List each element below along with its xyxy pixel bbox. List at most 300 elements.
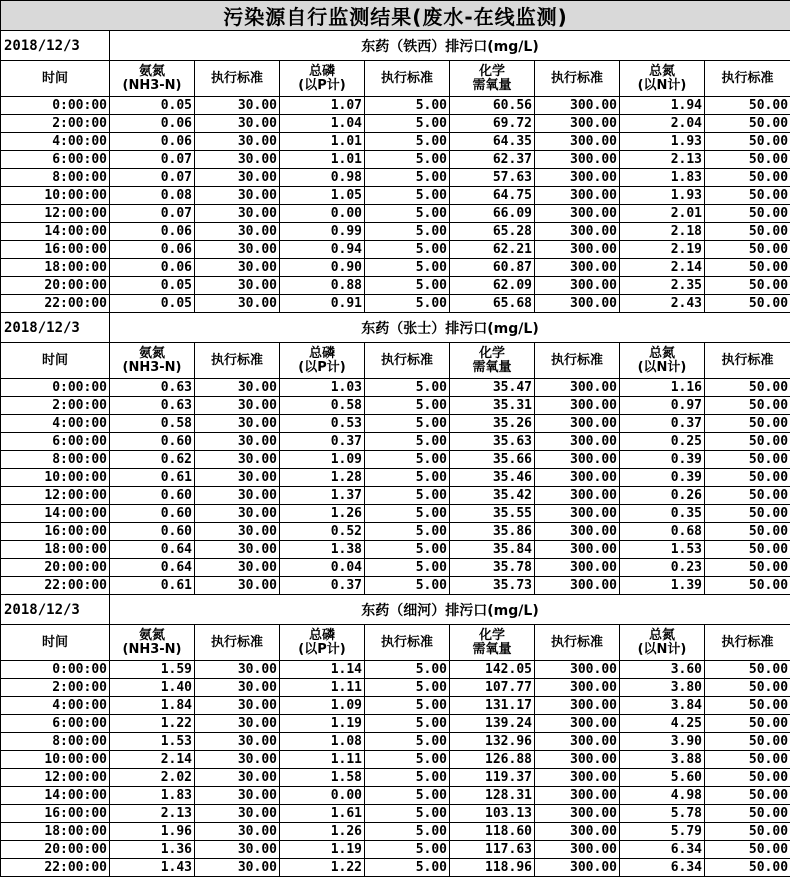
column-header-line1: 执行标准 bbox=[550, 352, 603, 368]
value-cell: 1.16 bbox=[620, 379, 705, 397]
value-cell: 5.79 bbox=[620, 823, 705, 841]
value-cell: 1.07 bbox=[280, 97, 365, 115]
value-cell: 5.00 bbox=[365, 151, 450, 169]
value-cell: 5.00 bbox=[365, 115, 450, 133]
value-cell: 5.00 bbox=[365, 295, 450, 313]
section-date: 2018/12/3 bbox=[1, 31, 110, 61]
value-cell: 5.00 bbox=[365, 487, 450, 505]
value-cell: 118.96 bbox=[450, 859, 535, 877]
value-cell: 50.00 bbox=[705, 151, 790, 169]
column-header-line1: 氨氮 bbox=[138, 345, 165, 361]
value-cell: 300.00 bbox=[535, 523, 620, 541]
table-row bbox=[1, 433, 790, 451]
value-cell: 0.60 bbox=[110, 487, 195, 505]
table-row bbox=[1, 259, 790, 277]
value-cell: 2.43 bbox=[620, 295, 705, 313]
value-cell: 3.80 bbox=[620, 679, 705, 697]
value-cell: 35.73 bbox=[450, 577, 535, 595]
time-cell: 20:00:00 bbox=[1, 277, 110, 295]
table-row bbox=[1, 661, 790, 679]
column-header bbox=[110, 61, 195, 97]
time-cell: 10:00:00 bbox=[1, 187, 110, 205]
value-cell: 0.91 bbox=[280, 295, 365, 313]
time-cell: 18:00:00 bbox=[1, 259, 110, 277]
section-date: 2018/12/3 bbox=[1, 595, 110, 625]
value-cell: 0.07 bbox=[110, 205, 195, 223]
value-cell: 0.60 bbox=[110, 523, 195, 541]
table-row bbox=[1, 679, 790, 697]
value-cell: 0.05 bbox=[110, 277, 195, 295]
table-row bbox=[1, 577, 790, 595]
value-cell: 30.00 bbox=[195, 541, 280, 559]
column-header-line1: 执行标准 bbox=[380, 352, 433, 368]
value-cell: 300.00 bbox=[535, 187, 620, 205]
value-cell: 0.37 bbox=[620, 415, 705, 433]
column-header-line2: 需氧量 bbox=[472, 641, 512, 657]
column-header-line1: 执行标准 bbox=[721, 634, 774, 650]
value-cell: 1.22 bbox=[280, 859, 365, 877]
time-cell: 10:00:00 bbox=[1, 751, 110, 769]
value-cell: 1.53 bbox=[110, 733, 195, 751]
value-cell: 60.87 bbox=[450, 259, 535, 277]
value-cell: 30.00 bbox=[195, 295, 280, 313]
value-cell: 50.00 bbox=[705, 787, 790, 805]
table-row bbox=[1, 505, 790, 523]
value-cell: 4.98 bbox=[620, 787, 705, 805]
value-cell: 30.00 bbox=[195, 805, 280, 823]
section-header-row bbox=[1, 595, 790, 625]
value-cell: 50.00 bbox=[705, 433, 790, 451]
column-header-line1: 时间 bbox=[41, 352, 68, 368]
value-cell: 5.00 bbox=[365, 787, 450, 805]
value-cell: 1.53 bbox=[620, 541, 705, 559]
value-cell: 0.07 bbox=[110, 151, 195, 169]
value-cell: 300.00 bbox=[535, 715, 620, 733]
value-cell: 35.86 bbox=[450, 523, 535, 541]
value-cell: 1.39 bbox=[620, 577, 705, 595]
time-cell: 22:00:00 bbox=[1, 295, 110, 313]
value-cell: 50.00 bbox=[705, 715, 790, 733]
value-cell: 35.63 bbox=[450, 433, 535, 451]
value-cell: 30.00 bbox=[195, 733, 280, 751]
value-cell: 300.00 bbox=[535, 259, 620, 277]
column-header bbox=[195, 61, 280, 97]
table-row bbox=[1, 379, 790, 397]
column-header bbox=[620, 61, 705, 97]
value-cell: 1.37 bbox=[280, 487, 365, 505]
column-header-line1: 总磷 bbox=[308, 63, 335, 79]
value-cell: 5.00 bbox=[365, 277, 450, 295]
value-cell: 5.60 bbox=[620, 769, 705, 787]
value-cell: 300.00 bbox=[535, 697, 620, 715]
table-row bbox=[1, 451, 790, 469]
value-cell: 1.14 bbox=[280, 661, 365, 679]
value-cell: 35.84 bbox=[450, 541, 535, 559]
column-header-line1: 氨氮 bbox=[138, 627, 165, 643]
table-row bbox=[1, 859, 790, 877]
time-cell: 10:00:00 bbox=[1, 469, 110, 487]
value-cell: 30.00 bbox=[195, 115, 280, 133]
time-cell: 22:00:00 bbox=[1, 859, 110, 877]
time-cell: 18:00:00 bbox=[1, 541, 110, 559]
time-cell: 16:00:00 bbox=[1, 241, 110, 259]
time-cell: 16:00:00 bbox=[1, 523, 110, 541]
value-cell: 3.90 bbox=[620, 733, 705, 751]
value-cell: 300.00 bbox=[535, 841, 620, 859]
value-cell: 1.59 bbox=[110, 661, 195, 679]
value-cell: 1.26 bbox=[280, 505, 365, 523]
value-cell: 300.00 bbox=[535, 787, 620, 805]
value-cell: 50.00 bbox=[705, 859, 790, 877]
column-header bbox=[365, 625, 450, 661]
column-header-line2: (NH3-N) bbox=[122, 77, 182, 93]
value-cell: 62.37 bbox=[450, 151, 535, 169]
value-cell: 2.02 bbox=[110, 769, 195, 787]
value-cell: 30.00 bbox=[195, 859, 280, 877]
value-cell: 1.96 bbox=[110, 823, 195, 841]
time-cell: 0:00:00 bbox=[1, 661, 110, 679]
column-header bbox=[365, 343, 450, 379]
column-header-line1: 执行标准 bbox=[210, 70, 263, 86]
value-cell: 30.00 bbox=[195, 433, 280, 451]
value-cell: 5.00 bbox=[365, 451, 450, 469]
value-cell: 300.00 bbox=[535, 223, 620, 241]
value-cell: 35.46 bbox=[450, 469, 535, 487]
value-cell: 50.00 bbox=[705, 541, 790, 559]
column-header-line2: (以N计) bbox=[637, 641, 687, 657]
value-cell: 300.00 bbox=[535, 115, 620, 133]
time-cell: 2:00:00 bbox=[1, 397, 110, 415]
value-cell: 1.93 bbox=[620, 187, 705, 205]
table-row bbox=[1, 805, 790, 823]
value-cell: 35.55 bbox=[450, 505, 535, 523]
column-header bbox=[1, 343, 110, 379]
value-cell: 30.00 bbox=[195, 259, 280, 277]
value-cell: 6.34 bbox=[620, 841, 705, 859]
value-cell: 300.00 bbox=[535, 769, 620, 787]
section-header-row bbox=[1, 313, 790, 343]
value-cell: 2.01 bbox=[620, 205, 705, 223]
column-header-line1: 总磷 bbox=[308, 627, 335, 643]
value-cell: 300.00 bbox=[535, 433, 620, 451]
time-cell: 0:00:00 bbox=[1, 97, 110, 115]
table-row bbox=[1, 469, 790, 487]
value-cell: 50.00 bbox=[705, 823, 790, 841]
column-header-line1: 化学 bbox=[478, 63, 505, 79]
column-header bbox=[1, 625, 110, 661]
value-cell: 50.00 bbox=[705, 415, 790, 433]
value-cell: 300.00 bbox=[535, 541, 620, 559]
value-cell: 1.83 bbox=[110, 787, 195, 805]
value-cell: 300.00 bbox=[535, 277, 620, 295]
column-header-line1: 执行标准 bbox=[380, 70, 433, 86]
value-cell: 300.00 bbox=[535, 733, 620, 751]
column-header-line1: 执行标准 bbox=[721, 70, 774, 86]
value-cell: 300.00 bbox=[535, 805, 620, 823]
value-cell: 0.63 bbox=[110, 379, 195, 397]
table-row bbox=[1, 841, 790, 859]
value-cell: 0.52 bbox=[280, 523, 365, 541]
time-cell: 16:00:00 bbox=[1, 805, 110, 823]
section-header-row bbox=[1, 31, 790, 61]
value-cell: 5.00 bbox=[365, 859, 450, 877]
value-cell: 2.13 bbox=[110, 805, 195, 823]
column-header bbox=[1, 61, 110, 97]
value-cell: 300.00 bbox=[535, 823, 620, 841]
value-cell: 30.00 bbox=[195, 151, 280, 169]
value-cell: 30.00 bbox=[195, 661, 280, 679]
value-cell: 107.77 bbox=[450, 679, 535, 697]
value-cell: 50.00 bbox=[705, 841, 790, 859]
time-cell: 6:00:00 bbox=[1, 151, 110, 169]
value-cell: 30.00 bbox=[195, 415, 280, 433]
value-cell: 300.00 bbox=[535, 415, 620, 433]
value-cell: 5.00 bbox=[365, 97, 450, 115]
column-header bbox=[705, 625, 790, 661]
value-cell: 30.00 bbox=[195, 577, 280, 595]
value-cell: 30.00 bbox=[195, 187, 280, 205]
column-header bbox=[705, 343, 790, 379]
value-cell: 50.00 bbox=[705, 223, 790, 241]
value-cell: 35.47 bbox=[450, 379, 535, 397]
value-cell: 30.00 bbox=[195, 715, 280, 733]
value-cell: 50.00 bbox=[705, 661, 790, 679]
value-cell: 300.00 bbox=[535, 577, 620, 595]
outlet-name: 东药（细河）排污口(mg/L) bbox=[110, 595, 790, 625]
value-cell: 300.00 bbox=[535, 679, 620, 697]
value-cell: 0.64 bbox=[110, 541, 195, 559]
value-cell: 50.00 bbox=[705, 169, 790, 187]
table-row bbox=[1, 397, 790, 415]
value-cell: 30.00 bbox=[195, 697, 280, 715]
value-cell: 0.61 bbox=[110, 469, 195, 487]
value-cell: 300.00 bbox=[535, 751, 620, 769]
value-cell: 1.19 bbox=[280, 715, 365, 733]
column-header-line1: 时间 bbox=[41, 634, 68, 650]
section-date: 2018/12/3 bbox=[1, 313, 110, 343]
table-row bbox=[1, 115, 790, 133]
value-cell: 50.00 bbox=[705, 679, 790, 697]
value-cell: 300.00 bbox=[535, 397, 620, 415]
value-cell: 1.58 bbox=[280, 769, 365, 787]
value-cell: 6.34 bbox=[620, 859, 705, 877]
value-cell: 5.00 bbox=[365, 541, 450, 559]
time-cell: 4:00:00 bbox=[1, 697, 110, 715]
value-cell: 300.00 bbox=[535, 379, 620, 397]
value-cell: 5.00 bbox=[365, 433, 450, 451]
time-cell: 14:00:00 bbox=[1, 505, 110, 523]
value-cell: 0.99 bbox=[280, 223, 365, 241]
value-cell: 0.94 bbox=[280, 241, 365, 259]
value-cell: 30.00 bbox=[195, 769, 280, 787]
value-cell: 1.26 bbox=[280, 823, 365, 841]
value-cell: 300.00 bbox=[535, 151, 620, 169]
value-cell: 0.97 bbox=[620, 397, 705, 415]
time-cell: 12:00:00 bbox=[1, 205, 110, 223]
time-cell: 8:00:00 bbox=[1, 733, 110, 751]
column-header-line2: (以P计) bbox=[298, 359, 346, 375]
value-cell: 5.00 bbox=[365, 751, 450, 769]
column-header-line1: 执行标准 bbox=[210, 634, 263, 650]
table-row bbox=[1, 295, 790, 313]
column-header bbox=[365, 61, 450, 97]
column-header bbox=[705, 61, 790, 97]
value-cell: 0.06 bbox=[110, 133, 195, 151]
value-cell: 66.09 bbox=[450, 205, 535, 223]
value-cell: 62.21 bbox=[450, 241, 535, 259]
value-cell: 1.36 bbox=[110, 841, 195, 859]
value-cell: 62.09 bbox=[450, 277, 535, 295]
column-header-line2: (以P计) bbox=[298, 641, 346, 657]
value-cell: 50.00 bbox=[705, 187, 790, 205]
value-cell: 0.37 bbox=[280, 577, 365, 595]
value-cell: 69.72 bbox=[450, 115, 535, 133]
column-header bbox=[450, 61, 535, 97]
value-cell: 50.00 bbox=[705, 559, 790, 577]
column-header bbox=[195, 625, 280, 661]
value-cell: 30.00 bbox=[195, 679, 280, 697]
value-cell: 50.00 bbox=[705, 115, 790, 133]
column-header bbox=[535, 625, 620, 661]
value-cell: 5.00 bbox=[365, 823, 450, 841]
table-row bbox=[1, 541, 790, 559]
value-cell: 50.00 bbox=[705, 697, 790, 715]
value-cell: 1.22 bbox=[110, 715, 195, 733]
value-cell: 1.11 bbox=[280, 751, 365, 769]
value-cell: 5.78 bbox=[620, 805, 705, 823]
value-cell: 30.00 bbox=[195, 823, 280, 841]
value-cell: 30.00 bbox=[195, 277, 280, 295]
value-cell: 30.00 bbox=[195, 223, 280, 241]
time-cell: 2:00:00 bbox=[1, 679, 110, 697]
table-row bbox=[1, 715, 790, 733]
table-row bbox=[1, 697, 790, 715]
value-cell: 1.43 bbox=[110, 859, 195, 877]
value-cell: 35.26 bbox=[450, 415, 535, 433]
value-cell: 0.58 bbox=[110, 415, 195, 433]
value-cell: 5.00 bbox=[365, 733, 450, 751]
value-cell: 1.40 bbox=[110, 679, 195, 697]
value-cell: 5.00 bbox=[365, 205, 450, 223]
column-header bbox=[110, 343, 195, 379]
value-cell: 50.00 bbox=[705, 733, 790, 751]
column-header bbox=[620, 625, 705, 661]
value-cell: 1.84 bbox=[110, 697, 195, 715]
column-header-row bbox=[1, 343, 790, 379]
column-header bbox=[280, 61, 365, 97]
value-cell: 0.00 bbox=[280, 205, 365, 223]
value-cell: 30.00 bbox=[195, 751, 280, 769]
outlet-name: 东药（铁西）排污口(mg/L) bbox=[110, 31, 790, 61]
value-cell: 0.37 bbox=[280, 433, 365, 451]
time-cell: 14:00:00 bbox=[1, 223, 110, 241]
value-cell: 131.17 bbox=[450, 697, 535, 715]
table-row bbox=[1, 187, 790, 205]
column-header-line2: (以P计) bbox=[298, 77, 346, 93]
value-cell: 0.04 bbox=[280, 559, 365, 577]
value-cell: 0.05 bbox=[110, 295, 195, 313]
value-cell: 30.00 bbox=[195, 559, 280, 577]
column-header-line2: (以N计) bbox=[637, 77, 687, 93]
value-cell: 300.00 bbox=[535, 295, 620, 313]
value-cell: 30.00 bbox=[195, 469, 280, 487]
table-row bbox=[1, 733, 790, 751]
value-cell: 0.68 bbox=[620, 523, 705, 541]
value-cell: 0.63 bbox=[110, 397, 195, 415]
value-cell: 2.13 bbox=[620, 151, 705, 169]
table-row bbox=[1, 751, 790, 769]
value-cell: 64.35 bbox=[450, 133, 535, 151]
value-cell: 0.98 bbox=[280, 169, 365, 187]
time-cell: 0:00:00 bbox=[1, 379, 110, 397]
column-header-line1: 执行标准 bbox=[550, 70, 603, 86]
column-header-line2: (以N计) bbox=[637, 359, 687, 375]
value-cell: 1.09 bbox=[280, 451, 365, 469]
column-header-line1: 执行标准 bbox=[210, 352, 263, 368]
column-header bbox=[450, 625, 535, 661]
column-header-line1: 执行标准 bbox=[721, 352, 774, 368]
value-cell: 1.09 bbox=[280, 697, 365, 715]
column-header bbox=[110, 625, 195, 661]
value-cell: 5.00 bbox=[365, 841, 450, 859]
value-cell: 30.00 bbox=[195, 169, 280, 187]
value-cell: 50.00 bbox=[705, 451, 790, 469]
value-cell: 0.07 bbox=[110, 169, 195, 187]
table-row bbox=[1, 151, 790, 169]
value-cell: 5.00 bbox=[365, 259, 450, 277]
value-cell: 5.00 bbox=[365, 397, 450, 415]
value-cell: 1.03 bbox=[280, 379, 365, 397]
value-cell: 132.96 bbox=[450, 733, 535, 751]
value-cell: 3.60 bbox=[620, 661, 705, 679]
column-header-line1: 化学 bbox=[478, 345, 505, 361]
value-cell: 0.60 bbox=[110, 433, 195, 451]
value-cell: 30.00 bbox=[195, 523, 280, 541]
column-header-line1: 时间 bbox=[41, 70, 68, 86]
value-cell: 5.00 bbox=[365, 715, 450, 733]
value-cell: 142.05 bbox=[450, 661, 535, 679]
table-row bbox=[1, 97, 790, 115]
value-cell: 2.35 bbox=[620, 277, 705, 295]
value-cell: 119.37 bbox=[450, 769, 535, 787]
value-cell: 5.00 bbox=[365, 379, 450, 397]
value-cell: 0.62 bbox=[110, 451, 195, 469]
value-cell: 50.00 bbox=[705, 505, 790, 523]
value-cell: 0.06 bbox=[110, 223, 195, 241]
value-cell: 5.00 bbox=[365, 505, 450, 523]
value-cell: 1.08 bbox=[280, 733, 365, 751]
value-cell: 57.63 bbox=[450, 169, 535, 187]
value-cell: 0.58 bbox=[280, 397, 365, 415]
time-cell: 20:00:00 bbox=[1, 841, 110, 859]
value-cell: 5.00 bbox=[365, 187, 450, 205]
column-header bbox=[195, 343, 280, 379]
value-cell: 1.38 bbox=[280, 541, 365, 559]
value-cell: 50.00 bbox=[705, 769, 790, 787]
value-cell: 2.04 bbox=[620, 115, 705, 133]
column-header-line2: (NH3-N) bbox=[122, 641, 182, 657]
value-cell: 128.31 bbox=[450, 787, 535, 805]
value-cell: 0.08 bbox=[110, 187, 195, 205]
time-cell: 6:00:00 bbox=[1, 433, 110, 451]
column-header-line1: 执行标准 bbox=[550, 634, 603, 650]
value-cell: 5.00 bbox=[365, 805, 450, 823]
column-header-line1: 总磷 bbox=[308, 345, 335, 361]
value-cell: 300.00 bbox=[535, 469, 620, 487]
sheet-title: 污染源自行监测结果(废水-在线监测) bbox=[1, 1, 790, 31]
title-row bbox=[1, 1, 790, 31]
column-header-line1: 化学 bbox=[478, 627, 505, 643]
